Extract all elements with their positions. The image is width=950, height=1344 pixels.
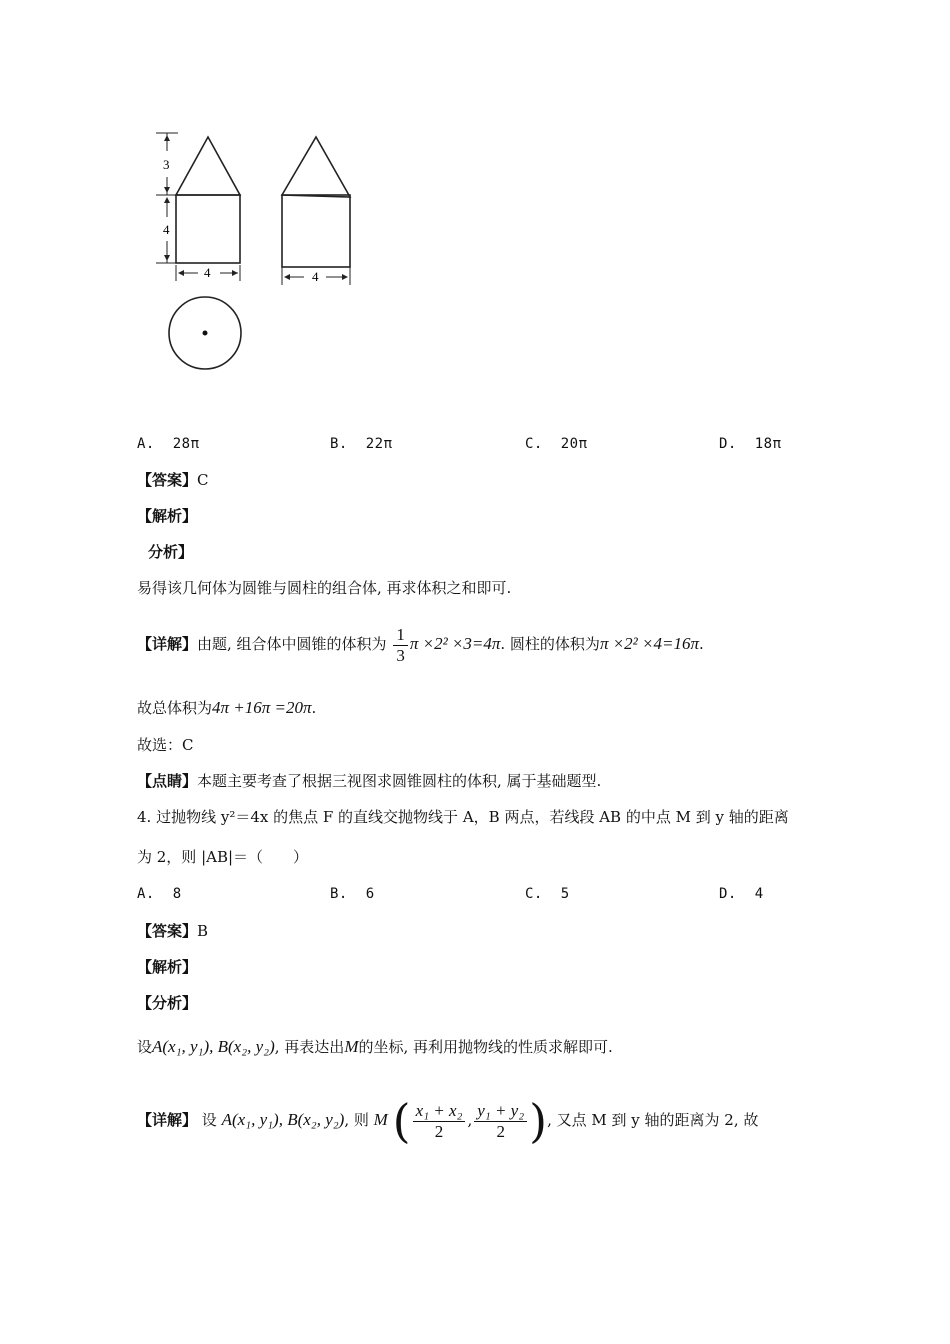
q4-option-d: D. 4 xyxy=(719,886,764,902)
q4-option-c: C. 5 xyxy=(525,886,570,902)
side-cylinder-rect xyxy=(282,195,350,267)
dim-label-3: 3 xyxy=(163,157,170,172)
q3-analysis: 易得该几何体为圆锥与圆柱的组合体, 再求体积之和即可. xyxy=(137,579,512,597)
q3-answer: 【答案】C xyxy=(137,471,209,489)
dim-label-4-height: 4 xyxy=(163,222,170,237)
q3-fenxi-label: 分析】 xyxy=(148,543,194,561)
q3-option-b: B. 22π xyxy=(330,436,393,452)
q3-option-d: D. 18π xyxy=(719,436,782,452)
q4-stem-line1: 4. 过抛物线 y²＝4x 的焦点 F 的直线交抛物线于 A，B 两点，若线段 AB 的中点 M 到 y 轴的距离 xyxy=(137,808,789,826)
three-view-figure xyxy=(150,125,420,405)
q3-total: 故总体积为4π +16π =20π. xyxy=(137,698,317,717)
q4-analysis: 设A(x₁, y₁), B(x₂, y₂), 再表达出M的坐标, 再利用抛物线的性质求解即可. xyxy=(137,1037,613,1056)
dim-label-4-side: 4 xyxy=(312,269,319,284)
dim-label-4-front: 4 xyxy=(204,265,211,280)
q3-option-a: A. 28π xyxy=(137,436,200,452)
side-cone-triangle xyxy=(282,137,350,197)
q4-option-b: B. 6 xyxy=(330,886,375,902)
q3-dianjing: 【点睛】本题主要考查了根据三视图求圆锥圆柱的体积, 属于基础题型. xyxy=(137,772,602,790)
cone-fraction: $\frac{1}{3}$ xyxy=(393,625,408,666)
q3-option-c: C. 20π xyxy=(525,436,588,452)
q4-jiexi-label: 【解析】 xyxy=(137,958,198,976)
front-cylinder-rect xyxy=(176,195,240,263)
q4-fenxi-label: 【分析】 xyxy=(137,994,198,1012)
q4-option-a: A. 8 xyxy=(137,886,182,902)
front-cone-triangle xyxy=(176,137,240,195)
q4-stem-line2: 为 2，则 |AB|＝（ ） xyxy=(137,848,309,866)
q4-detail: 【详解】 设 A(x₁, y₁), B(x₂, y₂), 则 M ( $\frac{\text{x₁ + x₂}}{2}$ , $\frac{\text{y₁ + y₂}}{2}$ ), 又点 M 到 y 轴的距离为 2, 故 xyxy=(137,1094,759,1148)
q3-jiexi-label: 【解析】 xyxy=(137,507,198,525)
q4-answer: 【答案】B xyxy=(137,922,209,940)
top-view-center-dot xyxy=(203,331,208,336)
q3-detail: 【详解】由题, 组合体中圆锥的体积为 $\frac{1}{3}$ π ×2² ×3=4π. 圆柱的体积为π ×2² ×4=16π. xyxy=(137,624,704,665)
q3-choose: 故选：C xyxy=(137,736,194,754)
